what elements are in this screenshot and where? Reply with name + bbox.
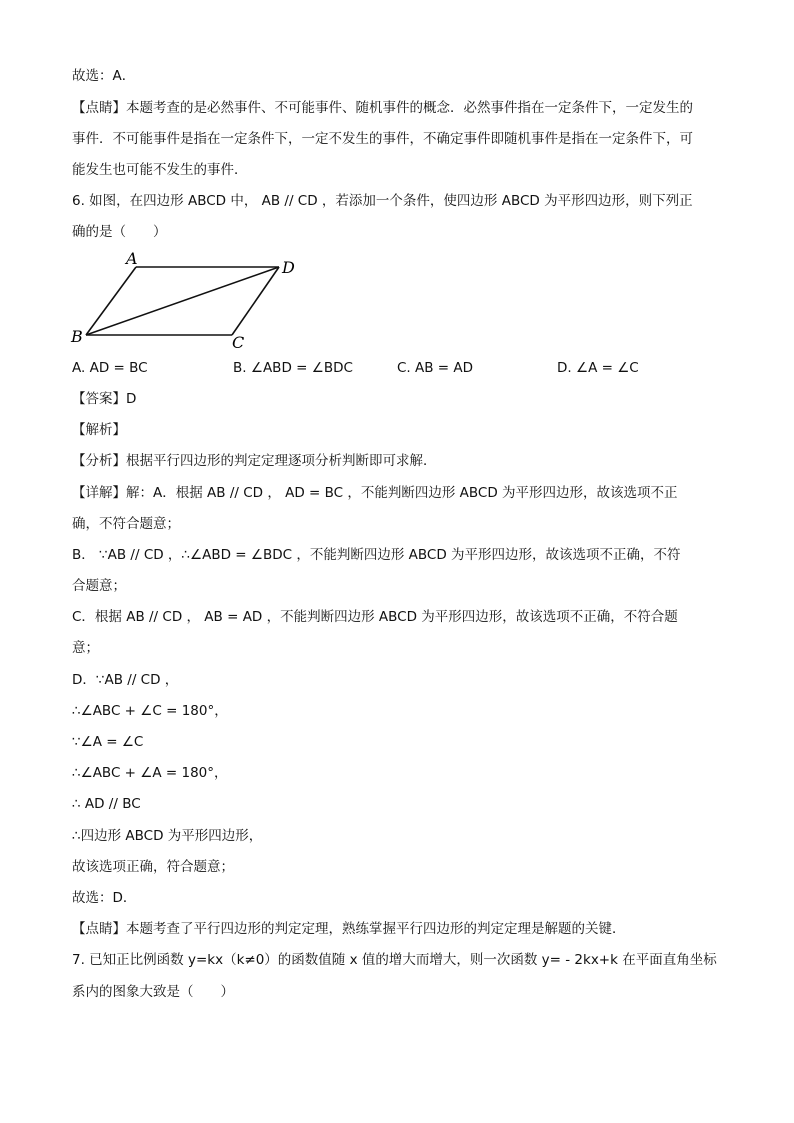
- xiangjie-line-1: 【详解】解：A．根据 AB // CD ， AD = BC ，不能判断四边形 ABCD 为平形四边形，故该选项不正: [72, 485, 678, 501]
- option-c: C. AB = AD: [397, 360, 474, 376]
- option-d-step-1: D．∵AB // CD ，: [72, 672, 179, 688]
- option-b: B. ∠ABD = ∠BDC: [233, 360, 353, 376]
- option-d-step-2: ∴∠ABC + ∠C = 180°，: [72, 703, 228, 719]
- option-d-step-7: 故该选项正确，符合题意；: [72, 859, 234, 875]
- option-d-step-4: ∴∠ABC + ∠A = 180°，: [72, 765, 228, 781]
- option-d: D. ∠A = ∠C: [557, 360, 639, 376]
- question-7-line-2: 系内的图象大致是（ ）: [72, 984, 234, 1000]
- option-d-step-5: ∴ AD // BC: [72, 796, 141, 812]
- text-line: 事件．不可能事件是指在一定条件下，一定不发生的事件，不确定事件即随机事件是指在一定条件下，可: [72, 131, 693, 147]
- dianjing-line-1: 【点睛】本题考查的是必然事件、不可能事件、随机事件的概念．必然事件指在一定条件下，一定发生的: [72, 100, 693, 116]
- xiangjie-line-2: 确，不符合题意；: [72, 516, 180, 532]
- edge-dc: [232, 267, 279, 335]
- option-d-step-6: ∴四边形 ABCD 为平形四边形，: [72, 828, 263, 844]
- option-d-step-3: ∵∠A = ∠C: [72, 734, 144, 750]
- question-7-line-1: 7. 已知正比例函数 y=kx（k≠0）的函数值随 x 值的增大而增大，则一次函数 y= - 2kx+k 在平面直角坐标: [72, 952, 717, 968]
- text-line: 故选：A．: [72, 68, 136, 84]
- vertex-label-b: B: [71, 327, 83, 346]
- text-line: 能发生也可能不发生的事件．: [72, 162, 248, 178]
- parallelogram-figure: [66, 250, 326, 350]
- final-choice-line: 故选：D．: [72, 890, 137, 906]
- answer-line: 【答案】D: [72, 391, 137, 407]
- vertex-label-d: D: [282, 258, 295, 277]
- analysis-heading: 【解析】: [72, 422, 126, 438]
- question-6-line-1: 6. 如图，在四边形 ABCD 中， AB // CD ，若添加一个条件，使四边形 ABCD 为平形四边形，则下列正: [72, 193, 693, 209]
- option-c-analysis-2: 意；: [72, 640, 99, 656]
- option-c-analysis-1: C．根据 AB // CD ， AB = AD ，不能判断四边形 ABCD 为平形四边形，故该选项不正确，不符合题: [72, 609, 678, 625]
- vertex-label-a: A: [126, 250, 138, 268]
- dianjing-line: 【点睛】本题考查了平行四边形的判定定理，熟练掌握平行四边形的判定定理是解题的关键．: [72, 921, 626, 937]
- option-b-analysis-2: 合题意；: [72, 578, 126, 594]
- edge-ab: [86, 267, 136, 335]
- option-b-analysis-1: B． ∵AB // CD ，∴∠ABD = ∠BDC ，不能判断四边形 ABCD 为平形四边形，故该选项不正确，不符: [72, 547, 681, 563]
- option-a: A. AD = BC: [72, 360, 148, 376]
- fenxi-line: 【分析】根据平行四边形的判定定理逐项分析判断即可求解．: [72, 453, 437, 469]
- question-6-line-2: 确的是（ ）: [72, 224, 167, 240]
- vertex-label-c: C: [232, 333, 245, 350]
- diagonal-bd: [86, 267, 279, 335]
